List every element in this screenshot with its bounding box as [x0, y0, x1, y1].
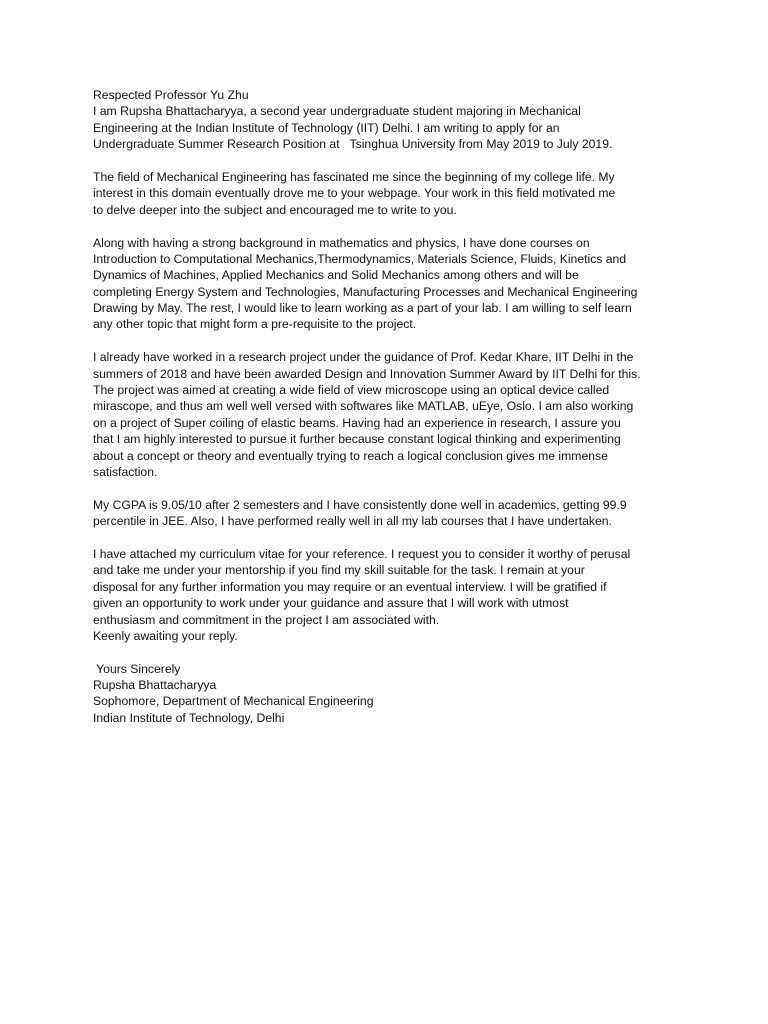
paragraph-spacer	[93, 480, 683, 496]
text-line: about a concept or theory and eventually trying to reach a logical conclusion gives me immense	[93, 448, 608, 463]
text-line: to delve deeper into the subject and encouraged me to write to you.	[93, 202, 457, 217]
letter-body	[93, 87, 683, 726]
text-line: I already have worked in a research project under the guidance of Prof. Kedar Khare, IIT Delhi in the	[93, 350, 634, 365]
paragraph-spacer	[93, 644, 683, 660]
text-line: Dynamics of Machines, Applied Mechanics and Solid Mechanics among others and will be	[93, 268, 579, 283]
paragraph-research	[93, 349, 683, 480]
text-line: I am Rupsha Bhattacharyya, a second year undergraduate student majoring in Mechanical	[93, 104, 581, 119]
text-line: on a project of Super coiling of elastic beams. Having had an experience in research, I assure you	[93, 415, 621, 430]
text-line: and take me under your mentorship if you find my skill suitable for the task. I remain at your	[93, 563, 585, 578]
paragraph-spacer	[93, 530, 683, 546]
text-line: given an opportunity to work under your guidance and assure that I will work with utmost	[93, 596, 569, 611]
text-line: percentile in JEE. Also, I have performed really well in all my lab courses that I have undertaken.	[93, 514, 612, 529]
paragraph-academics	[93, 497, 683, 530]
text-line: The project was aimed at creating a wide field of view microscope using an optical device called	[93, 383, 610, 398]
text-line: Undergraduate Summer Research Position at Tsinghua University from May 2019 to July 2019.	[93, 137, 613, 152]
text-line: Engineering at the Indian Institute of Technology (IIT) Delhi. I am writing to apply for an	[93, 120, 560, 135]
salutation: Respected Professor Yu Zhu	[93, 88, 249, 102]
closing: Yours Sincerely	[93, 661, 181, 676]
paragraph-spacer	[93, 153, 683, 169]
text-line: enthusiasm and commitment in the project I am associated with.	[93, 612, 440, 627]
paragraph-interest	[93, 169, 683, 218]
text-line: Keenly awaiting your reply.	[93, 628, 238, 643]
paragraph-introduction	[93, 103, 683, 152]
signature-title: Sophomore, Department of Mechanical Engineering	[93, 694, 374, 709]
text-line: satisfaction.	[93, 464, 158, 479]
paragraph-request	[93, 546, 683, 644]
text-line: interest in this domain eventually drove me to your webpage. Your work in this field motivated me	[93, 186, 616, 201]
text-line: completing Energy System and Technologies, Manufacturing Processes and Mechanical Engineering	[93, 284, 638, 299]
text-line: disposal for any further information you may require or an eventual interview. I will be gratified if	[93, 579, 607, 594]
paragraph-coursework	[93, 235, 683, 333]
paragraph-spacer	[93, 333, 683, 349]
text-line: that I am highly interested to pursue it further because constant logical thinking and experimenting	[93, 432, 621, 447]
signature-name: Rupsha Bhattacharyya	[93, 678, 217, 693]
text-line: Drawing by May. The rest, I would like to learn working as a part of your lab. I am willing to self learn	[93, 301, 632, 316]
paragraph-spacer	[93, 218, 683, 234]
text-line: My CGPA is 9.05/10 after 2 semesters and I have consistently done well in academics, getting 99.9	[93, 497, 627, 512]
text-line: any other topic that might form a pre-requisite to the project.	[93, 317, 417, 332]
text-line: mirascope, and thus am well well versed with softwares like MATLAB, uEye, Oslo. I am also working	[93, 399, 634, 414]
signature-block	[93, 677, 683, 726]
text-line: summers of 2018 and have been awarded Design and Innovation Summer Award by IIT Delhi for this.	[93, 366, 641, 381]
signature-institution: Indian Institute of Technology, Delhi	[93, 710, 285, 725]
text-line: The field of Mechanical Engineering has fascinated me since the beginning of my college life. My	[93, 169, 615, 184]
text-line: Introduction to Computational Mechanics,Thermodynamics, Materials Science, Fluids, Kinetics and	[93, 251, 627, 266]
text-line: I have attached my curriculum vitae for your reference. I request you to consider it worthy of perusal	[93, 546, 631, 561]
text-line: Along with having a strong background in mathematics and physics, I have done courses on	[93, 235, 590, 250]
